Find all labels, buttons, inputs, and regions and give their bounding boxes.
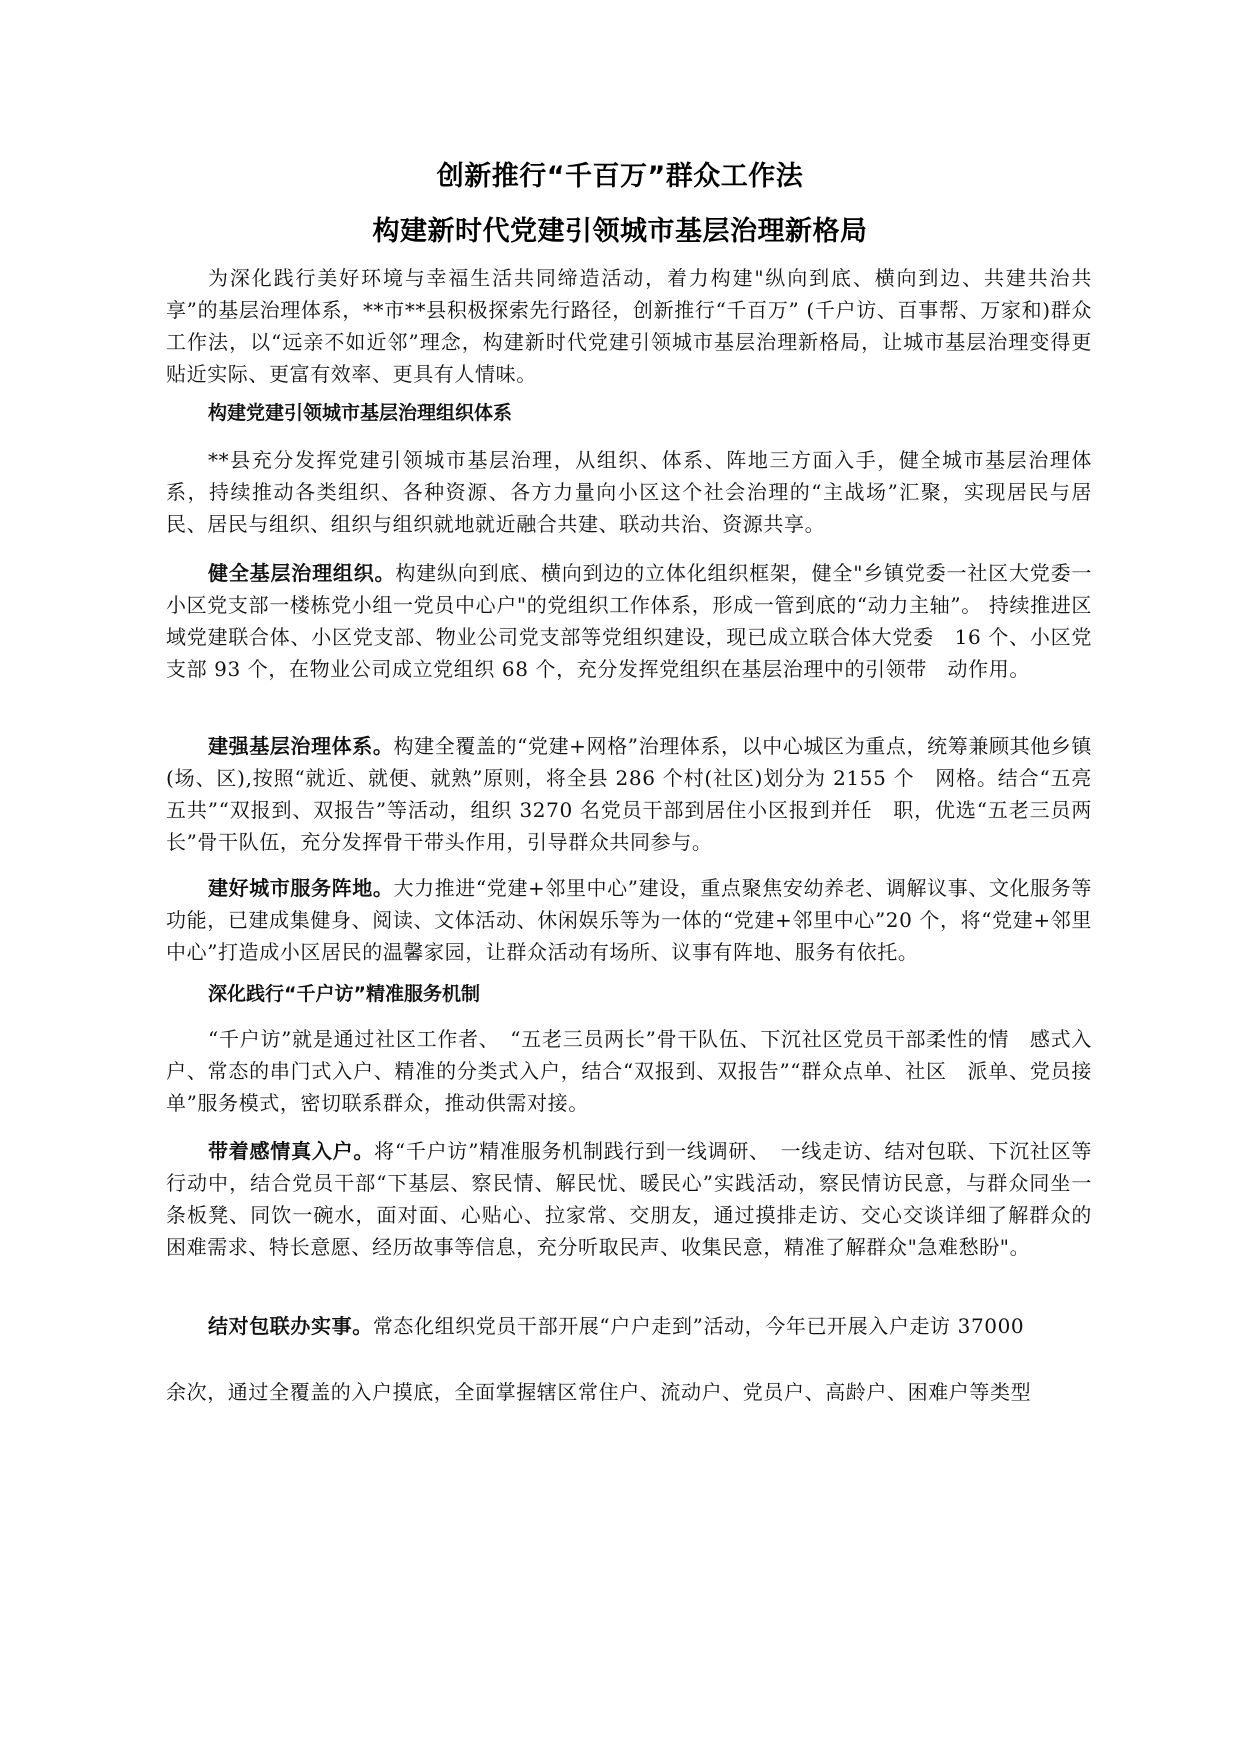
- section1-paragraph-service-base: [166, 872, 1092, 968]
- paragraph-lead: 建好城市服务阵地。: [208, 876, 394, 900]
- section1-heading: 构建党建引领城市基层治理组织体系: [208, 402, 513, 424]
- paragraph-lead: 建强基层治理体系。: [208, 734, 394, 758]
- paragraph-body: 将“千户访”精准服务机制践行到一线调研、 一线走访、结对包联、下沉社区等行动中，结合党员干部“下基层、察民情、解民忧、暖民心”实践活动，察民情访民意，与群众同坐一条板凳、同饮一碗水，面对面、心贴心、拉家常、交朋友，通过摸排走访、交心交谈详细了解群众的困难需求、特长意愿、经历故事等信息，充分听取民声、收集民意，精准了解群众"急难愁盼"。: [166, 1139, 1092, 1259]
- section1-paragraph-organization: [166, 557, 1092, 685]
- intro-paragraph: 为深化践行美好环境与幸福生活共同缔造活动，着力构建"纵向到底、横向到边、共建共治共享”的基层治理体系，**市**县积极探索先行路径，创新推行“千百万” (千户访、百事帮、万家和)群众工作法，以“远亲不如近邻”理念，构建新时代党建引领城市基层治理新格局，让城市基层治理变得更贴近实际、更富有效率、更具有人情味。: [166, 266, 1092, 386]
- section2-paragraph-pairing: [166, 1310, 1092, 1342]
- paragraph-body: 构建纵向到底、横向到边的立体化组织框架，健全"乡镇党委一社区大党委一小区党支部一楼栋党小组一党员中心户"的党组织工作体系，形成一管到底的“动力主轴”。 持续推进区域党建联合体、小区党支部、物业公司党支部等党组织建设，现已成立联合体大党委 16 个、小区党支部 93 个，在物业公司成立党组织 68 个，充分发挥党组织在基层治理中的引领带 动作用。: [166, 561, 1092, 681]
- paragraph-lead: 健全基层治理组织。: [208, 561, 396, 585]
- paragraph-body-line1: 常态化组织党员干部开展“户户走到”活动，今年已开展入户走访 37000: [372, 1314, 1025, 1338]
- section1-paragraph-system: [166, 730, 1092, 858]
- section2-heading: 深化践行“千户访”精准服务机制: [208, 983, 480, 1005]
- section2-paragraph-visit: [166, 1135, 1092, 1263]
- paragraph-lead: 结对包联办实事。: [208, 1314, 373, 1338]
- section1-intro-paragraph: **县充分发挥党建引领城市基层治理，从组织、体系、阵地三方面入手，健全城市基层治理体系，持续推动各类组织、各种资源、各方力量向小区这个社会治理的“主战场”汇聚，实现居民与居民、居民与组织、组织与组织就地就近融合共建、联动共治、资源共享。: [166, 448, 1092, 536]
- paragraph-lead: 带着感情真入户。: [208, 1139, 375, 1163]
- paragraph-body: 大力推进“党建+邻里中心”建设，重点聚焦安幼养老、调解议事、文化服务等功能，已建成集健身、阅读、文体活动、休闲娱乐等为一体的“党建+邻里中心”20 个，将“党建+邻里中心”打造成小区居民的温馨家园，让群众活动有场所、议事有阵地、服务有依托。: [166, 876, 1092, 964]
- document-title-line2: 构建新时代党建引领城市基层治理新格局: [372, 216, 868, 247]
- document-title-line1: 创新推行“千百万”群众工作法: [436, 161, 804, 192]
- section2-intro-paragraph: “千户访”就是通过社区工作者、 “五老三员两长”骨干队伍、下沉社区党员干部柔性的情 感式入户、常态的串门式入户、精准的分类式入户，结合“双报到、双报告”“群众点单、社区 派单、党员接单”服务模式，密切联系群众，推动供需对接。: [166, 1027, 1092, 1115]
- section2-paragraph-pairing-continued: 余次，通过全覆盖的入户摸底，全面掌握辖区常住户、流动户、党员户、高龄户、困难户等类型: [166, 1380, 1032, 1404]
- paragraph-body: 构建全覆盖的“党建+网格”治理体系，以中心城区为重点，统筹兼顾其他乡镇(场、区),按照“就近、就便、就熟”原则，将全县 286 个村(社区)划分为 2155 个 网格。结合“五亮五共”“双报到、双报告”等活动，组织 3270 名党员干部到居住小区报到并任 职，优选“五老三员两长”骨干队伍，充分发挥骨干带头作用，引导群众共同参与。: [166, 734, 1092, 854]
